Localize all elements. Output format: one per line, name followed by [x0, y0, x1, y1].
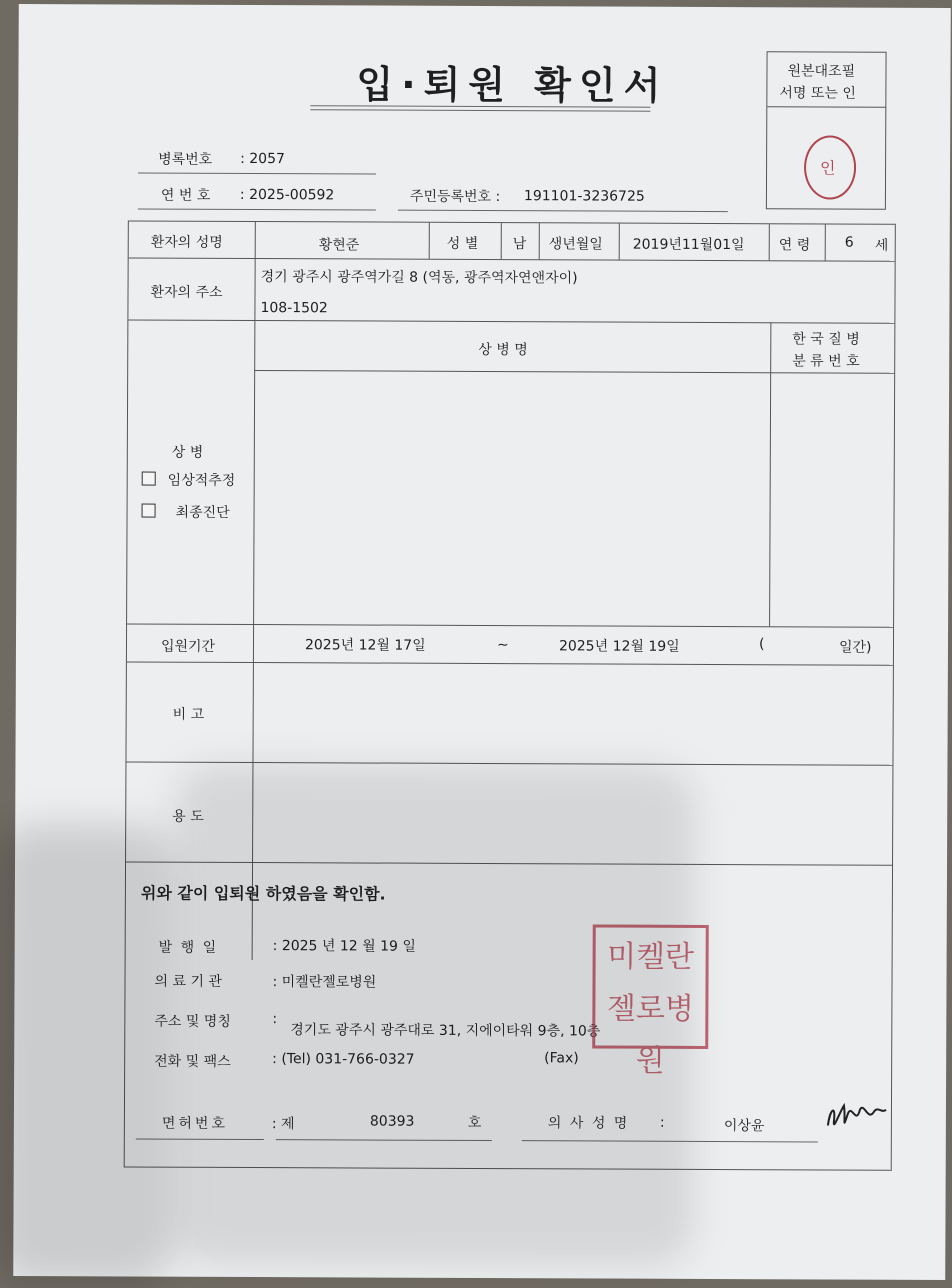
doctor-colon: : [659, 1114, 665, 1131]
row-divider [127, 661, 893, 665]
admission-tilde: ~ [496, 637, 509, 654]
col-divider [769, 322, 771, 626]
doctor-signature [822, 1091, 890, 1139]
rrn-underline [398, 210, 728, 212]
row-divider [129, 257, 895, 261]
rrn-label: 주민등록번호 : [409, 188, 501, 206]
hospital-seal-text: 미켈란젤로병원 [606, 939, 695, 1079]
verification-seal-text: 인 [820, 158, 836, 178]
col-divider [825, 224, 826, 260]
doctor-label: 의 사 성 명 [547, 1115, 630, 1132]
col-divider [769, 224, 770, 260]
disease-code-header-1: 한 국 질 병 [792, 331, 860, 348]
serial-number-label: 연 번 호 [160, 187, 211, 204]
admission-label: 입원기간 [160, 638, 216, 655]
dob-label: 생년월일 [548, 236, 603, 253]
col-divider [501, 223, 502, 259]
final-diagnosis-checkbox[interactable] [142, 504, 156, 518]
disease-code-header-2: 분 류 번 호 [792, 353, 860, 370]
patient-name-label: 환자의 성명 [150, 234, 223, 251]
row-divider [127, 623, 893, 627]
registry-number: 2057 [249, 150, 285, 168]
phone-value: : (Tel) 031-766-0327 [272, 1051, 415, 1068]
stamp-box-divider [767, 106, 885, 108]
document-title: 입·퇴원 확인서 [356, 62, 669, 108]
age-value: 6 [844, 234, 854, 251]
sex-value: 남 [512, 236, 527, 253]
address-colon: : [272, 1011, 278, 1028]
serial-number: 2025-00592 [249, 186, 335, 204]
rrn-value: 191101-3236725 [523, 188, 645, 205]
address-line1: 경기 광주시 광주역가길 8 (역동, 광주역자연앤자이) [260, 269, 578, 287]
issue-date-label: 발 행 일 [158, 939, 219, 956]
age-label: 연 령 [778, 237, 811, 254]
admission-start: 2025년 12월 17일 [304, 637, 426, 654]
diagnosis-label: 상 병 [171, 444, 204, 461]
admission-paren: ( [758, 636, 765, 653]
admission-days: 일간) [838, 639, 872, 656]
row-divider [126, 761, 892, 765]
confirmation-text: 위와 같이 입퇴원 하였음을 확인함. [140, 883, 386, 904]
form-table [125, 220, 896, 865]
clinical-estimate-label: 임상적추정 [167, 472, 236, 489]
col-divider [539, 223, 540, 259]
sex-label: 성 별 [446, 235, 479, 252]
col-divider [254, 258, 255, 320]
title-underline-2 [310, 109, 650, 111]
registry-underline [138, 172, 376, 174]
license-number: 80393 [369, 1113, 415, 1130]
age-unit: 세 [874, 237, 889, 254]
fax-label: (Fax) [544, 1050, 579, 1067]
col-divider [255, 222, 256, 258]
final-diagnosis-label: 최종진단 [175, 504, 230, 521]
serial-number-value: : 2025-00592 [239, 186, 335, 204]
license-prefix: : 제 [271, 1116, 295, 1133]
address-line2: 108-1502 [260, 300, 328, 317]
registry-number-value: : 2057 [240, 150, 285, 168]
license-label: 면허번호 [161, 1115, 229, 1132]
row-divider [254, 370, 894, 374]
stamp-box-line2: 서명 또는 인 [779, 85, 856, 102]
row-divider [128, 319, 894, 323]
admission-end: 2025년 12월 19일 [558, 638, 680, 655]
document-paper [13, 4, 951, 1280]
remarks-label: 비 고 [172, 706, 205, 723]
registry-number-label: 병록번호 [158, 151, 213, 168]
institution-value: : 미켈란젤로병원 [272, 974, 377, 991]
col-divider [619, 224, 620, 260]
serial-underline [138, 208, 376, 210]
patient-name: 황현준 [318, 237, 360, 254]
institution-label: 의 료 기 관 [154, 973, 223, 990]
hospital-seal [592, 924, 709, 1079]
phone-fax-label: 전화 및 팩스 [154, 1053, 231, 1070]
purpose-label: 용 도 [172, 808, 204, 825]
col-divider [429, 223, 430, 259]
clinical-estimate-checkbox[interactable] [142, 472, 156, 486]
issue-date-value: : 2025 년 12 월 19 일 [272, 938, 416, 955]
doctor-name: 이상윤 [723, 1118, 765, 1135]
verification-seal [804, 135, 856, 199]
license-suffix: 호 [467, 1114, 482, 1132]
diagnosis-name-header: 상 병 명 [478, 341, 528, 359]
stamp-box-line1: 원본대조필 [787, 63, 856, 80]
dob-value: 2019년11월01일 [632, 236, 745, 254]
address-label: 환자의 주소 [150, 284, 223, 301]
hospital-address: 경기도 광주시 광주대로 31, 지에이타워 9층, 10층 [290, 1022, 601, 1040]
confirmation-block [124, 860, 893, 1170]
address-name-label: 주소 및 명칭 [154, 1013, 231, 1030]
